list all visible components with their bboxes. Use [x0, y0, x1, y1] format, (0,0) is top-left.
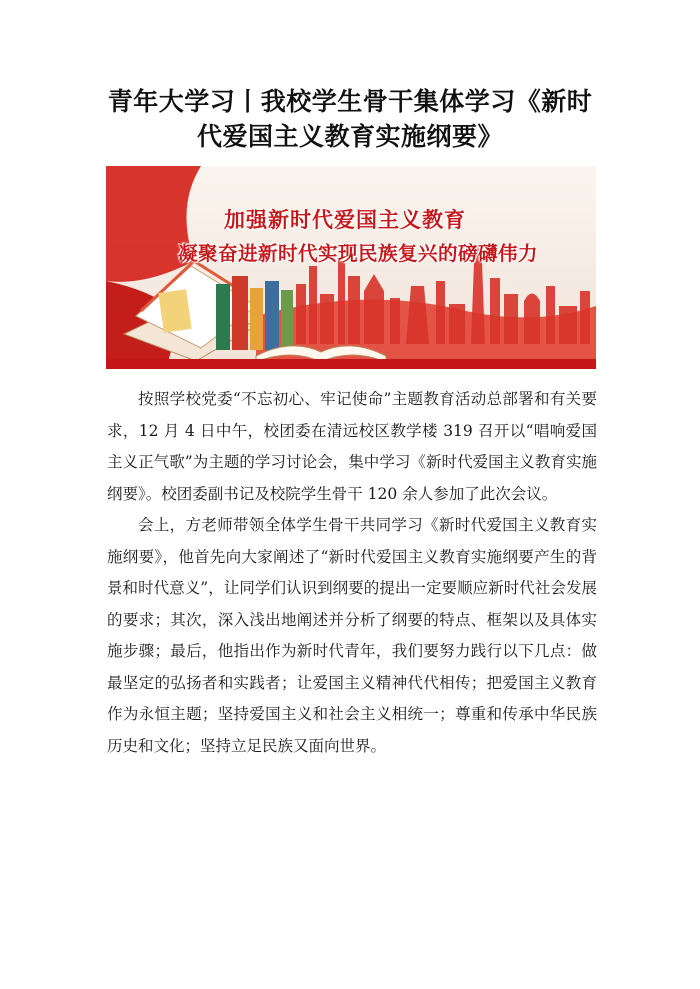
- banner-headline-2: 凝聚奋进新时代实现民族复兴的磅礴伟力: [178, 242, 539, 265]
- banner-artwork: [106, 166, 596, 369]
- title-line-1: 青年大学习丨我校学生骨干集体学习《新时: [107, 87, 593, 116]
- title-line-2: 代爱国主义教育实施纲要》: [196, 122, 503, 151]
- banner-headline-1: 加强新时代爱国主义教育: [224, 207, 466, 232]
- paragraph-2: 会上，方老师带领全体学生骨干共同学习《新时代爱国主义教育实施纲要》，他首先向大家阐述了“新时代爱国主义教育实施纲要产生的背景和时代意义”，让同学们认识到纲要的提出一定要顺应新时代社会发展的要求；其次，深入浅出地阐述并分析了纲要的特点、框架以及具体实施步骤；最后，他指出作为新时代青年，我们要努力践行以下几点：做最坚定的弘扬者和实践者；让爱国主义精神代代相传；把爱国主义教育作为永恒主题；坚持爱国主义和社会主义相统一；尊重和传承中华民族历史和文化；坚持立足民族又面向世界。: [107, 516, 597, 755]
- article-body: [107, 384, 597, 762]
- banner-image: [106, 166, 596, 369]
- paragraph-1: 按照学校党委“不忘初心、牢记使命”主题教育活动总部署和有关要求，12 月 4 日中午，校团委在清远校区教学楼 319 召开以“唱响爱国主义正气歌”为主题的学习讨论会，集中学习《新时代爱国主义教育实施纲要》。校团委副书记及校院学生骨干 120 余人参加了此次会议。: [107, 390, 597, 503]
- article-title: [95, 84, 605, 154]
